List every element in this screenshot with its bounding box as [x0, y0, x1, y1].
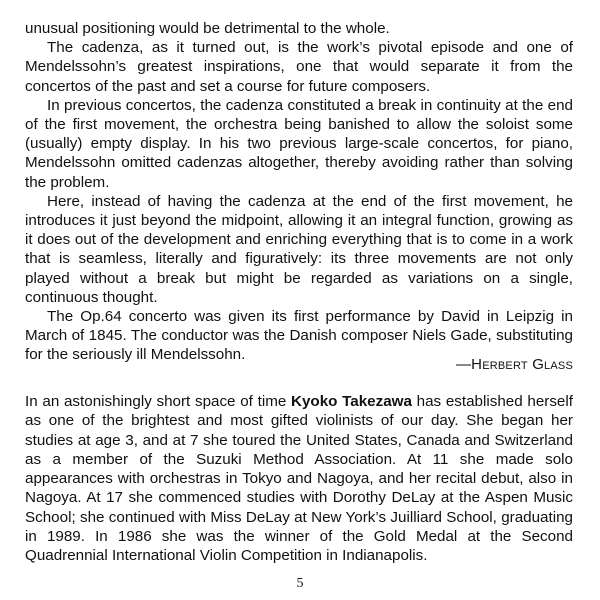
- signature-dash: —: [455, 356, 472, 373]
- essay-paragraph-4: The Op.64 concerto was given its first performance by David in Leipzig in March of 1845. The conductor was the Danish composer Niels Gade, substituting for the seriously ill Mendelssohn.: [25, 308, 573, 364]
- essay-paragraph-2: In previous concertos, the cadenza constituted a break in continuity at the end of the first movement, the orchestra being banished to allow the soloist some (usually) empty display. In his two previous large-scale concertos, for piano, Mendelssohn omitted cadenzas altogether, thereby avoiding rather than solving the problem.: [25, 96, 573, 191]
- essay-paragraph-3: Here, instead of having the cadenza at the end of the first movement, he introduces it just beyond the midpoint, allowing it an integral function, growing as it does out of the development and enriching everything that is to come in a work that is seamless, literally and figuratively: its three movements are not only played without a break but might be regarded as variations on a single, continuous thought.: [25, 192, 573, 306]
- page-number: 5: [296, 576, 304, 591]
- author-signature: [456, 355, 573, 374]
- artist-biography: [25, 392, 573, 566]
- artist-name: Kyoko Takezawa: [291, 393, 412, 410]
- essay-paragraph-1: The cadenza, as it turned out, is the work’s pivotal episode and one of Mendelssohn’s greatest inspirations, one that would separate it from the concertos of the past and set a course for future composers.: [25, 39, 573, 95]
- biography-intro: In an astonishingly short space of time: [25, 393, 291, 410]
- biography-paragraph: [25, 392, 573, 566]
- essay-paragraph-0: unusual positioning would be detrimental to the whole.: [25, 20, 390, 37]
- essay-text: [25, 19, 573, 365]
- signature-author: Herbert Glass: [471, 356, 573, 373]
- biography-text: has established herself as one of the brightest and most gifted violinists of our day. She began her studies at age 3, and at 7 she toured the United States, Canada and Switzerland as a member of the Suzuki Method Association. At 11 she made solo appearances with orchestras in Tokyo and Nagoya, and her recital debut, also in Nagoya. At 17 she commenced studies with Dorothy DeLay at the Aspen Music School; she continued with Miss DeLay at New York’s Juilliard School, graduating in 1989. In 1986 she was the winner of the Gold Medal at the Second Quadrennial International Violin Competition in Indianapolis.: [25, 393, 573, 565]
